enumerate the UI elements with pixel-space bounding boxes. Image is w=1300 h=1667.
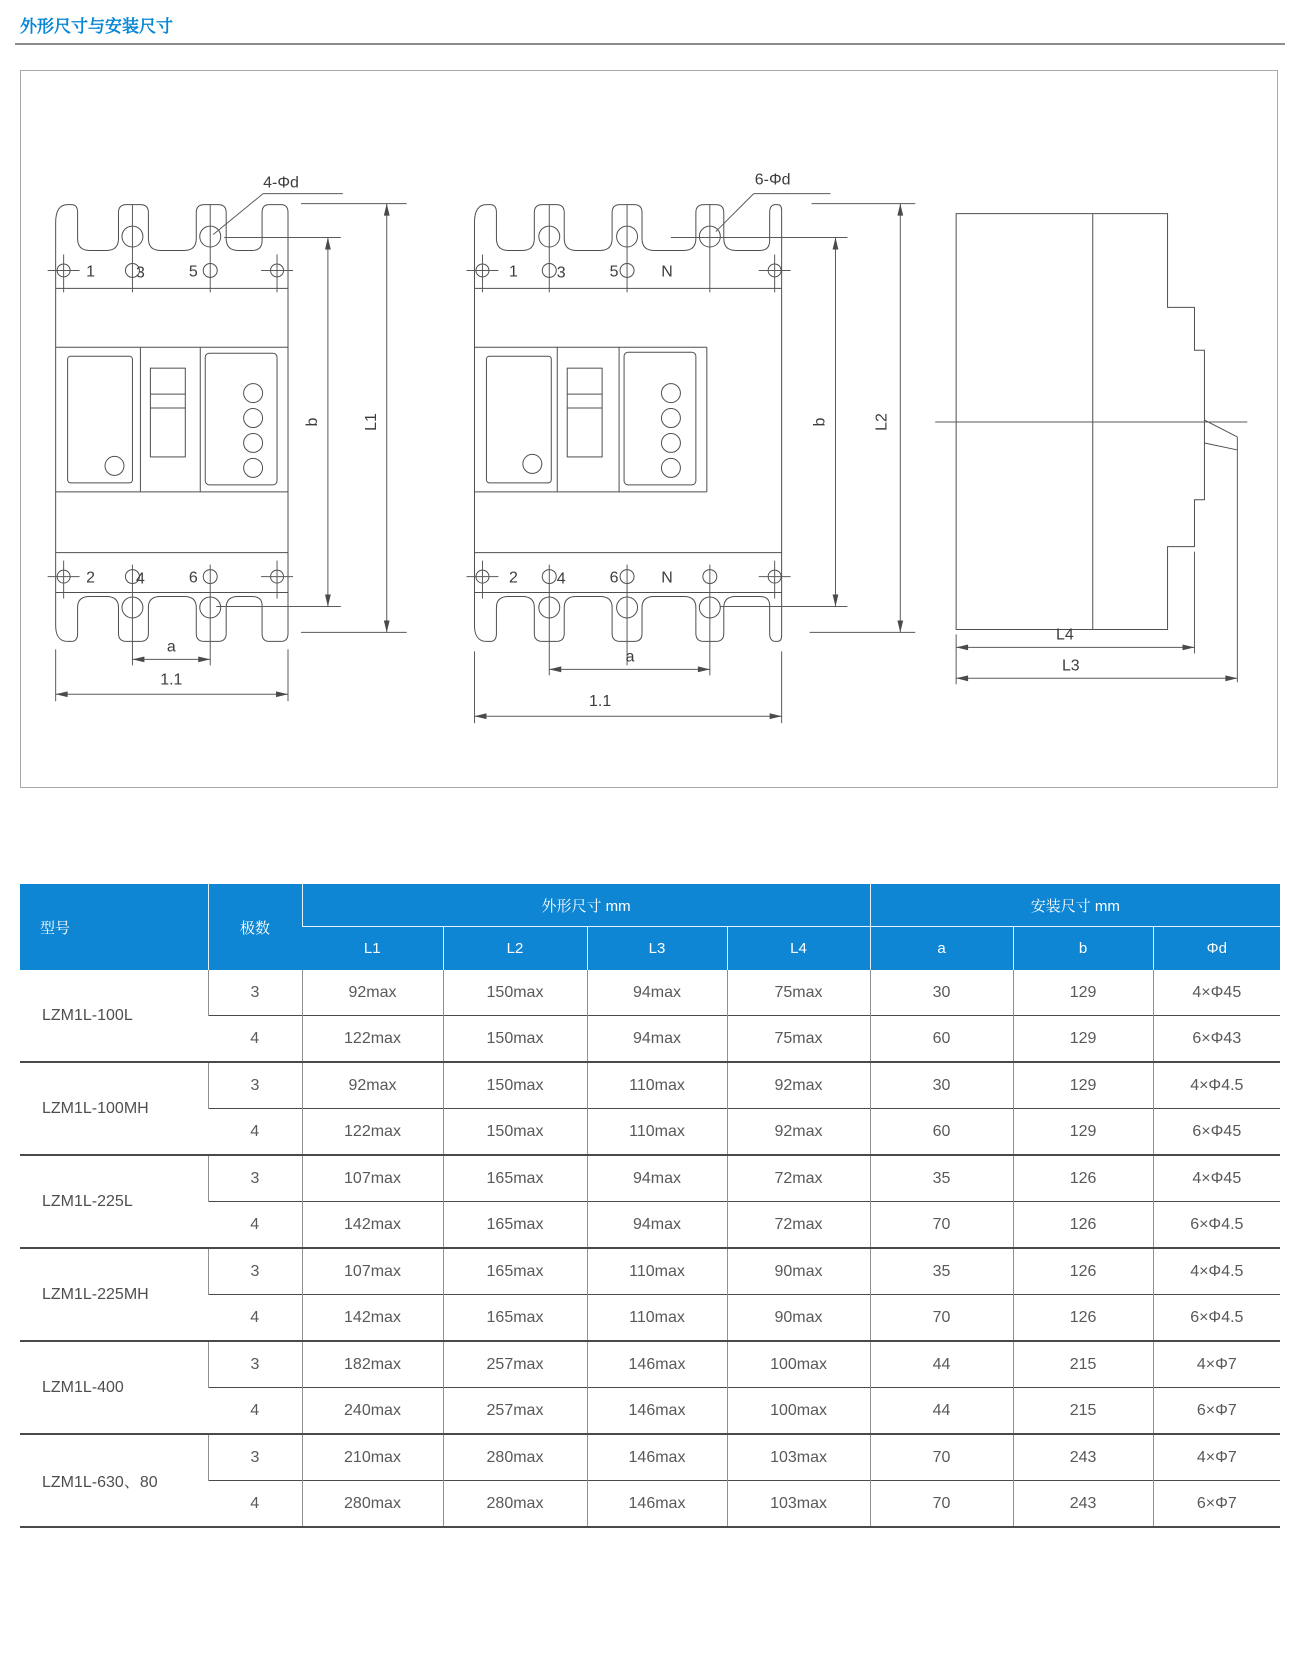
cell-a: 60 bbox=[870, 1016, 1013, 1063]
cell-b: 129 bbox=[1013, 970, 1153, 1016]
dimension-label-L1: L1 bbox=[362, 413, 380, 431]
column-header-L1: L1 bbox=[302, 927, 443, 971]
cell-a: 35 bbox=[870, 1248, 1013, 1295]
cell-b: 215 bbox=[1013, 1341, 1153, 1388]
cell-d: 6×Φ43 bbox=[1153, 1016, 1280, 1063]
technical-drawing bbox=[21, 71, 1277, 787]
pole-number-label: 4 bbox=[135, 570, 145, 588]
cell-model: LZM1L-400 bbox=[20, 1341, 208, 1434]
cell-d: 4×Φ4.5 bbox=[1153, 1062, 1280, 1109]
cell-L1: 142max bbox=[302, 1295, 443, 1342]
panel-button bbox=[661, 458, 680, 477]
table-row bbox=[20, 1248, 1280, 1295]
dimension-label-L3: L3 bbox=[1061, 657, 1080, 675]
side-view-drawing bbox=[935, 214, 1247, 685]
cell-L2: 150max bbox=[443, 1016, 587, 1063]
cell-poles: 4 bbox=[208, 1202, 302, 1249]
cell-L4: 103max bbox=[727, 1434, 870, 1481]
dimension-diagram-panel bbox=[20, 70, 1278, 788]
cell-a: 70 bbox=[870, 1202, 1013, 1249]
cell-L1: 240max bbox=[302, 1388, 443, 1435]
front-view-3pole-drawing bbox=[48, 175, 407, 702]
label-window-screw bbox=[105, 456, 124, 475]
cell-L3: 110max bbox=[587, 1062, 727, 1109]
toggle-handle bbox=[1204, 420, 1237, 437]
table-row bbox=[20, 970, 1280, 1016]
cell-poles: 3 bbox=[208, 1341, 302, 1388]
column-group-outline: 外形尺寸 mm bbox=[302, 884, 870, 927]
pole-number-label: 2 bbox=[508, 569, 518, 587]
cell-b: 243 bbox=[1013, 1481, 1153, 1528]
cell-L3: 110max bbox=[587, 1295, 727, 1342]
cell-L3: 94max bbox=[587, 970, 727, 1016]
cell-a: 30 bbox=[870, 1062, 1013, 1109]
cell-b: 126 bbox=[1013, 1202, 1153, 1249]
cell-poles: 4 bbox=[208, 1388, 302, 1435]
cell-poles: 3 bbox=[208, 970, 302, 1016]
cell-L3: 110max bbox=[587, 1109, 727, 1156]
column-header-L2: L2 bbox=[443, 927, 587, 971]
cell-L1: 182max bbox=[302, 1341, 443, 1388]
cell-L3: 94max bbox=[587, 1202, 727, 1249]
cell-d: 4×Φ45 bbox=[1153, 970, 1280, 1016]
cell-d: 6×Φ7 bbox=[1153, 1388, 1280, 1435]
title-underline bbox=[15, 43, 1285, 45]
cell-L4: 72max bbox=[727, 1202, 870, 1249]
cell-L4: 92max bbox=[727, 1062, 870, 1109]
cell-model: LZM1L-630、80 bbox=[20, 1434, 208, 1527]
panel-button bbox=[244, 384, 263, 403]
cell-L4: 90max bbox=[727, 1295, 870, 1342]
callout-leader bbox=[716, 194, 754, 232]
dimension-label-width: 1.1 bbox=[160, 671, 183, 689]
bottom-terminal-fingers bbox=[56, 593, 288, 642]
cell-L3: 146max bbox=[587, 1481, 727, 1528]
cell-a: 35 bbox=[870, 1155, 1013, 1202]
pole-number-label: N bbox=[661, 569, 673, 587]
pole-number-label: 3 bbox=[135, 264, 145, 282]
cell-b: 126 bbox=[1013, 1155, 1153, 1202]
cell-b: 215 bbox=[1013, 1388, 1153, 1435]
cell-L4: 72max bbox=[727, 1155, 870, 1202]
callout-leader bbox=[213, 194, 263, 235]
pole-number-label: 3 bbox=[556, 264, 566, 282]
hole-callout-label: 6-Φd bbox=[754, 171, 791, 189]
table-row bbox=[20, 1481, 1280, 1528]
cell-L3: 146max bbox=[587, 1388, 727, 1435]
mounting-hole-crosshair bbox=[48, 254, 293, 292]
dimension-label-L2: L2 bbox=[873, 413, 891, 431]
panel-button bbox=[244, 409, 263, 428]
body-outline bbox=[474, 288, 781, 592]
panel-button bbox=[661, 433, 680, 452]
cell-L1: 107max bbox=[302, 1248, 443, 1295]
cell-d: 4×Φ7 bbox=[1153, 1341, 1280, 1388]
cell-L2: 150max bbox=[443, 970, 587, 1016]
model-group bbox=[20, 970, 1280, 1062]
cell-L1: 92max bbox=[302, 970, 443, 1016]
cell-model: LZM1L-100MH bbox=[20, 1062, 208, 1155]
pole-number-label: 5 bbox=[609, 263, 619, 281]
cell-model: LZM1L-100L bbox=[20, 970, 208, 1062]
cell-poles: 4 bbox=[208, 1109, 302, 1156]
cell-L1: 122max bbox=[302, 1109, 443, 1156]
dimension-label-b: b bbox=[811, 417, 829, 427]
cell-L4: 92max bbox=[727, 1109, 870, 1156]
cell-L3: 146max bbox=[587, 1341, 727, 1388]
cell-L1: 210max bbox=[302, 1434, 443, 1481]
dimension-label-a: a bbox=[166, 638, 176, 656]
pole-number-label: 5 bbox=[188, 263, 198, 281]
cell-b: 129 bbox=[1013, 1062, 1153, 1109]
front-view-4pole-drawing bbox=[467, 172, 916, 723]
cell-d: 6×Φ45 bbox=[1153, 1109, 1280, 1156]
bottom-terminal-fingers bbox=[474, 593, 781, 642]
column-header-poles: 极数 bbox=[208, 884, 302, 970]
hole-callout-label: 4-Φd bbox=[263, 174, 299, 192]
dimension-label-L4: L4 bbox=[1055, 626, 1074, 644]
table-row bbox=[20, 1016, 1280, 1063]
model-group bbox=[20, 1062, 1280, 1155]
cell-L3: 94max bbox=[587, 1016, 727, 1063]
pole-number-label: 2 bbox=[86, 569, 95, 587]
pole-number-label: 6 bbox=[609, 569, 619, 587]
cell-a: 44 bbox=[870, 1341, 1013, 1388]
cell-L2: 165max bbox=[443, 1155, 587, 1202]
label-window-screw bbox=[523, 454, 542, 473]
label-window bbox=[68, 356, 133, 483]
cell-L4: 75max bbox=[727, 1016, 870, 1063]
cell-poles: 3 bbox=[208, 1248, 302, 1295]
cell-a: 44 bbox=[870, 1388, 1013, 1435]
cell-poles: 3 bbox=[208, 1062, 302, 1109]
cell-L2: 165max bbox=[443, 1202, 587, 1249]
cell-L4: 103max bbox=[727, 1481, 870, 1528]
accessory-panel bbox=[624, 352, 696, 485]
column-header-a: a bbox=[870, 927, 1013, 971]
side-profile-outline bbox=[956, 214, 1204, 630]
cell-d: 4×Φ7 bbox=[1153, 1434, 1280, 1481]
cell-L2: 257max bbox=[443, 1388, 587, 1435]
cell-poles: 4 bbox=[208, 1481, 302, 1528]
model-group bbox=[20, 1155, 1280, 1248]
table-row bbox=[20, 1062, 1280, 1109]
body-outline bbox=[56, 288, 288, 592]
cell-L4: 75max bbox=[727, 970, 870, 1016]
table-row bbox=[20, 1434, 1280, 1481]
column-header-b: b bbox=[1013, 927, 1153, 971]
column-header-d: Φd bbox=[1153, 927, 1280, 971]
pole-number-label: 1 bbox=[508, 263, 518, 281]
page-title: 外形尺寸与安装尺寸 bbox=[20, 17, 173, 36]
table-row bbox=[20, 1341, 1280, 1388]
cell-L1: 122max bbox=[302, 1016, 443, 1063]
model-group bbox=[20, 1434, 1280, 1527]
dimension-label-a: a bbox=[625, 648, 635, 666]
table-row bbox=[20, 1388, 1280, 1435]
toggle-handle bbox=[1204, 443, 1237, 450]
cell-L4: 100max bbox=[727, 1341, 870, 1388]
cell-L2: 150max bbox=[443, 1109, 587, 1156]
dimension-label-b: b bbox=[303, 417, 321, 427]
cell-b: 129 bbox=[1013, 1016, 1153, 1063]
operating-handle bbox=[567, 368, 602, 457]
column-group-install: 安装尺寸 mm bbox=[870, 884, 1280, 927]
cell-a: 30 bbox=[870, 970, 1013, 1016]
panel-button bbox=[244, 433, 263, 452]
model-group bbox=[20, 1248, 1280, 1341]
cell-L1: 107max bbox=[302, 1155, 443, 1202]
cell-poles: 3 bbox=[208, 1434, 302, 1481]
cell-L4: 90max bbox=[727, 1248, 870, 1295]
table-row bbox=[20, 1202, 1280, 1249]
cell-L1: 280max bbox=[302, 1481, 443, 1528]
cell-poles: 4 bbox=[208, 1016, 302, 1063]
cell-b: 126 bbox=[1013, 1248, 1153, 1295]
cell-L1: 142max bbox=[302, 1202, 443, 1249]
cell-d: 4×Φ45 bbox=[1153, 1155, 1280, 1202]
cell-d: 6×Φ4.5 bbox=[1153, 1295, 1280, 1342]
table-row bbox=[20, 1295, 1280, 1342]
cell-a: 70 bbox=[870, 1295, 1013, 1342]
dimension-label-width: 1.1 bbox=[589, 693, 612, 711]
pole-number-label: 6 bbox=[188, 569, 198, 587]
cell-L4: 100max bbox=[727, 1388, 870, 1435]
pole-number-label: 4 bbox=[556, 570, 566, 588]
cell-a: 70 bbox=[870, 1481, 1013, 1528]
pole-number-label: 1 bbox=[86, 263, 95, 281]
column-header-L3: L3 bbox=[587, 927, 727, 971]
operating-handle bbox=[150, 368, 185, 457]
panel-button bbox=[244, 458, 263, 477]
cell-d: 6×Φ7 bbox=[1153, 1481, 1280, 1528]
cell-L2: 280max bbox=[443, 1434, 587, 1481]
panel-button bbox=[661, 384, 680, 403]
cell-b: 129 bbox=[1013, 1109, 1153, 1156]
dimension-table bbox=[20, 884, 1280, 1528]
cell-poles: 3 bbox=[208, 1155, 302, 1202]
cell-L3: 146max bbox=[587, 1434, 727, 1481]
cell-L2: 280max bbox=[443, 1481, 587, 1528]
cell-b: 243 bbox=[1013, 1434, 1153, 1481]
column-header-model: 型号 bbox=[20, 884, 208, 970]
cell-L2: 165max bbox=[443, 1248, 587, 1295]
cell-model: LZM1L-225L bbox=[20, 1155, 208, 1248]
cell-L3: 110max bbox=[587, 1248, 727, 1295]
cell-poles: 4 bbox=[208, 1295, 302, 1342]
column-header-L4: L4 bbox=[727, 927, 870, 971]
table-row bbox=[20, 1155, 1280, 1202]
cell-L2: 257max bbox=[443, 1341, 587, 1388]
cell-L2: 165max bbox=[443, 1295, 587, 1342]
cell-L3: 94max bbox=[587, 1155, 727, 1202]
model-group bbox=[20, 1341, 1280, 1434]
cell-model: LZM1L-225MH bbox=[20, 1248, 208, 1341]
cell-a: 60 bbox=[870, 1109, 1013, 1156]
panel-button bbox=[661, 409, 680, 428]
accessory-panel bbox=[205, 353, 277, 485]
cell-d: 4×Φ4.5 bbox=[1153, 1248, 1280, 1295]
pole-number-label: N bbox=[661, 263, 673, 281]
cell-d: 6×Φ4.5 bbox=[1153, 1202, 1280, 1249]
cell-L1: 92max bbox=[302, 1062, 443, 1109]
table-row bbox=[20, 1109, 1280, 1156]
cell-L2: 150max bbox=[443, 1062, 587, 1109]
cell-a: 70 bbox=[870, 1434, 1013, 1481]
cell-b: 126 bbox=[1013, 1295, 1153, 1342]
